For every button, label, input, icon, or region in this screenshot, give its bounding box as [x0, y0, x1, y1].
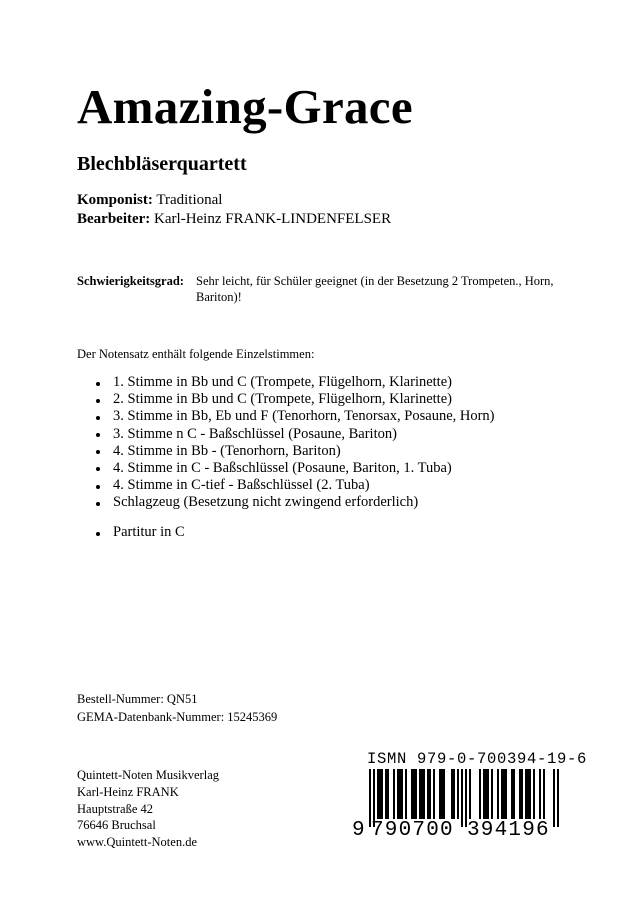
score-item: Partitur in C: [95, 524, 185, 541]
barcode-bar: [421, 769, 423, 819]
barcode-bar: [377, 769, 379, 819]
barcode-bar: [539, 769, 541, 819]
list-item: 4. Stimme in Bb - (Tenorhorn, Bariton): [95, 443, 595, 460]
barcode-bar: [519, 769, 521, 819]
barcode-bar: [381, 769, 383, 819]
barcode-bar: [411, 769, 413, 819]
barcode-bar: [451, 769, 453, 819]
composer-label: Komponist:: [77, 192, 153, 208]
publisher-person: Karl-Heinz FRANK: [77, 784, 179, 799]
barcode-bar: [505, 769, 507, 819]
barcode-bar: [443, 769, 445, 819]
barcode-bar: [453, 769, 455, 819]
publisher-city: 76646 Bruchsal: [77, 818, 156, 833]
list-item: 1. Stimme in Bb und C (Trompete, Flügelhorn, Klarinette): [95, 374, 595, 391]
composer-value: Traditional: [156, 192, 223, 208]
list-item: 3. Stimme n C - Baßschlüssel (Posaune, Bariton): [95, 426, 595, 443]
list-item: 4. Stimme in C-tief - Baßschlüssel (2. Tuba): [95, 477, 595, 494]
barcode-bar: [527, 769, 529, 819]
barcode-right-digits: 394196: [467, 819, 550, 842]
barcode-lead-digit: 9: [352, 819, 365, 842]
barcode-bar: [385, 769, 387, 819]
barcode-bar: [397, 769, 399, 819]
barcode-bar: [419, 769, 421, 819]
arranger-line: [77, 212, 391, 227]
barcode-left-digits: 790700: [371, 819, 454, 842]
barcode-bar: [483, 769, 485, 819]
barcode-bar: [491, 769, 493, 819]
barcode-guard-bar: [557, 769, 559, 827]
list-item: 2. Stimme in Bb und C (Trompete, Flügelhorn, Klarinette): [95, 391, 595, 408]
composer-line: [77, 193, 222, 208]
barcode-bar: [485, 769, 487, 819]
arranger-label: Bearbeiter:: [77, 211, 151, 227]
publisher-name: Quintett-Noten Musikverlag: [77, 768, 219, 782]
score-list: [95, 524, 185, 541]
barcode-bar: [521, 769, 523, 819]
barcode-bar: [533, 769, 535, 819]
publisher-street: Hauptstraße 42: [77, 801, 154, 816]
barcode-bar: [457, 769, 459, 819]
difficulty-text: Sehr leicht, für Schüler geeignet (in der Besetzung 2 Trompeten., Horn, Bariton)!: [196, 274, 554, 304]
barcode-bar: [413, 769, 415, 819]
subtitle: Blechbläserquartett: [77, 153, 247, 175]
page-title: Amazing-Grace: [77, 79, 413, 134]
barcode-bar: [429, 769, 431, 819]
barcode-guard-bar: [461, 769, 463, 827]
barcode-bar: [399, 769, 401, 819]
barcode-bar: [479, 769, 481, 819]
barcode-guard-bar: [553, 769, 555, 827]
barcode-bar: [513, 769, 515, 819]
order-number: Bestell-Nummer: QN51: [77, 692, 198, 706]
order-info: [77, 690, 277, 726]
barcode-bar: [469, 769, 471, 819]
barcode-bar: [503, 769, 505, 819]
publisher-address: [77, 767, 219, 851]
list-item: 4. Stimme in C - Baßschlüssel (Posaune, Bariton, 1. Tuba): [95, 460, 595, 477]
barcode-bar: [529, 769, 531, 819]
barcode-bar: [543, 769, 545, 819]
ismn-label: ISMN 979-0-700394-19-6: [367, 750, 588, 768]
difficulty-label: Schwierigkeitsgrad:: [77, 274, 184, 288]
barcode-bar: [525, 769, 527, 819]
barcode-bar: [415, 769, 417, 819]
barcode-bar: [487, 769, 489, 819]
list-item: Schlagzeug (Besetzung nicht zwingend erforderlich): [95, 494, 595, 511]
barcode-bar: [387, 769, 389, 819]
list-item: 3. Stimme in Bb, Eb und F (Tenorhorn, Tenorsax, Posaune, Horn): [95, 408, 595, 425]
parts-intro: Der Notensatz enthält folgende Einzelstimmen:: [77, 347, 315, 361]
barcode-bar: [401, 769, 403, 819]
barcode-bar: [427, 769, 429, 819]
arranger-value: Karl-Heinz FRANK-LINDENFELSER: [154, 211, 392, 227]
parts-list: [95, 374, 595, 512]
gema-number: GEMA-Datenbank-Nummer: 15245369: [77, 710, 278, 724]
barcode-bar: [501, 769, 503, 819]
barcode-bar: [379, 769, 381, 819]
barcode-bar: [497, 769, 499, 819]
barcode-bar: [393, 769, 395, 819]
difficulty-block: [77, 273, 557, 305]
barcode-bar: [441, 769, 443, 819]
barcode-bar: [405, 769, 407, 819]
publisher-website: www.Quintett-Noten.de: [77, 835, 197, 850]
barcode-bar: [511, 769, 513, 819]
barcode-bar: [423, 769, 425, 819]
barcode-bar: [433, 769, 435, 819]
barcode-bar: [439, 769, 441, 819]
